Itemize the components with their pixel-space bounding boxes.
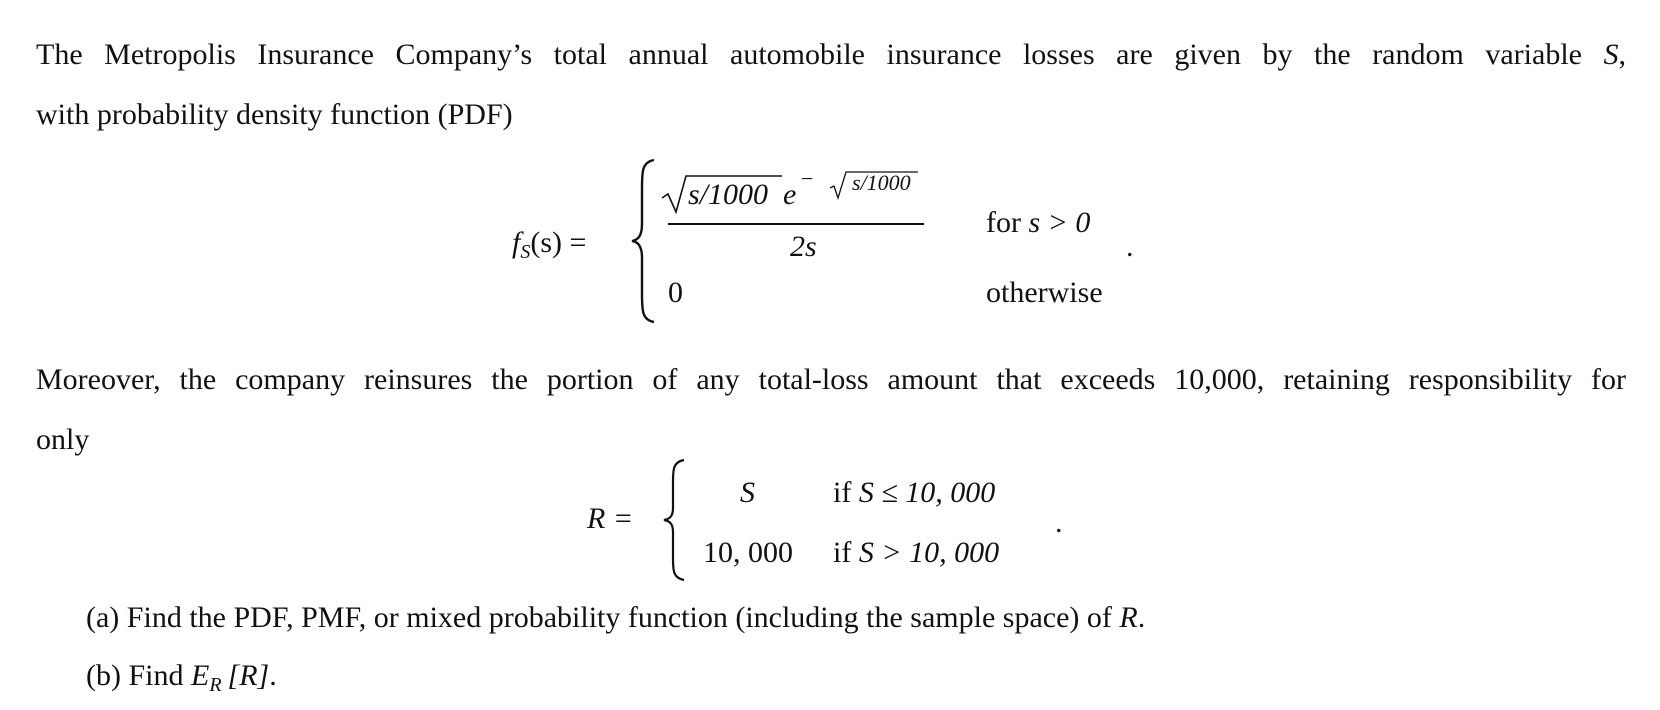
pdf-lhs-arg: (s) = xyxy=(530,226,587,259)
R-lhs-text: R = xyxy=(587,502,634,535)
part-b-period: . xyxy=(269,659,277,692)
R-case2-if: if xyxy=(833,536,852,569)
part-a-text: (a) Find the PDF, PMF, or mixed probability function (including the sample space) of xyxy=(86,601,1112,634)
intro-comma: , xyxy=(1618,38,1627,71)
pdf-denominator: 2s xyxy=(790,230,817,263)
R-case1-value: S xyxy=(740,476,755,509)
part-a-variable: R xyxy=(1119,601,1138,634)
pdf-case2-condition: otherwise xyxy=(986,276,1103,309)
pdf-f: f xyxy=(512,226,521,259)
R-period: . xyxy=(1055,506,1063,539)
R-case2-math: S > 10, 000 xyxy=(858,536,1000,569)
part-b-subscript: R xyxy=(209,674,222,696)
part-a-period: . xyxy=(1137,601,1146,634)
part-b-text: (b) Find xyxy=(86,659,184,692)
R-case2-condition xyxy=(833,536,999,570)
R-lhs xyxy=(587,502,633,536)
R-case1-if: if xyxy=(833,476,852,509)
pdf-exponent-sqrt-arg: s/1000 xyxy=(852,170,911,195)
R-case2-value: 10, 000 xyxy=(703,536,793,569)
part-b-arg: [R] xyxy=(227,659,270,692)
pdf-brace-icon xyxy=(630,158,658,324)
part-b xyxy=(86,656,277,705)
R-case1-condition xyxy=(833,476,995,510)
pdf-lhs xyxy=(512,226,586,264)
pdf-case2-value: 0 xyxy=(668,276,683,309)
intro-text: The Metropolis Insurance Company’s total annual automobile insurance losses are given by the random variable xyxy=(36,38,1582,71)
pdf-case1-for: for xyxy=(986,206,1021,239)
pdf-f-subscript: S xyxy=(520,241,531,263)
pdf-fraction-bar xyxy=(668,223,924,225)
reinsure-line-2: only xyxy=(36,423,90,456)
pdf-numerator-e: e xyxy=(783,178,797,211)
pdf-numerator-sqrt-arg: s/1000 xyxy=(688,178,769,211)
intro-line-2: with probability density function (PDF) xyxy=(36,98,513,131)
reinsure-paragraph xyxy=(36,350,1626,470)
part-a xyxy=(86,598,1145,638)
pdf-period: . xyxy=(1126,230,1134,263)
intro-line-1 xyxy=(36,25,1626,85)
R-case1-math: S ≤ 10, 000 xyxy=(858,476,996,509)
pdf-exponent-minus: − xyxy=(801,166,814,191)
intro-variable: S xyxy=(1603,38,1619,71)
pdf-case1-condition xyxy=(986,206,1090,240)
pdf-case1-math: s > 0 xyxy=(1028,206,1091,239)
part-b-E: E xyxy=(191,659,210,692)
R-brace-icon xyxy=(662,458,688,582)
reinsure-line-1: Moreover, the company reinsures the portion of any total-loss amount that exceeds 10,000, retaining responsibility for xyxy=(36,363,1626,396)
intro-paragraph xyxy=(36,25,1626,145)
